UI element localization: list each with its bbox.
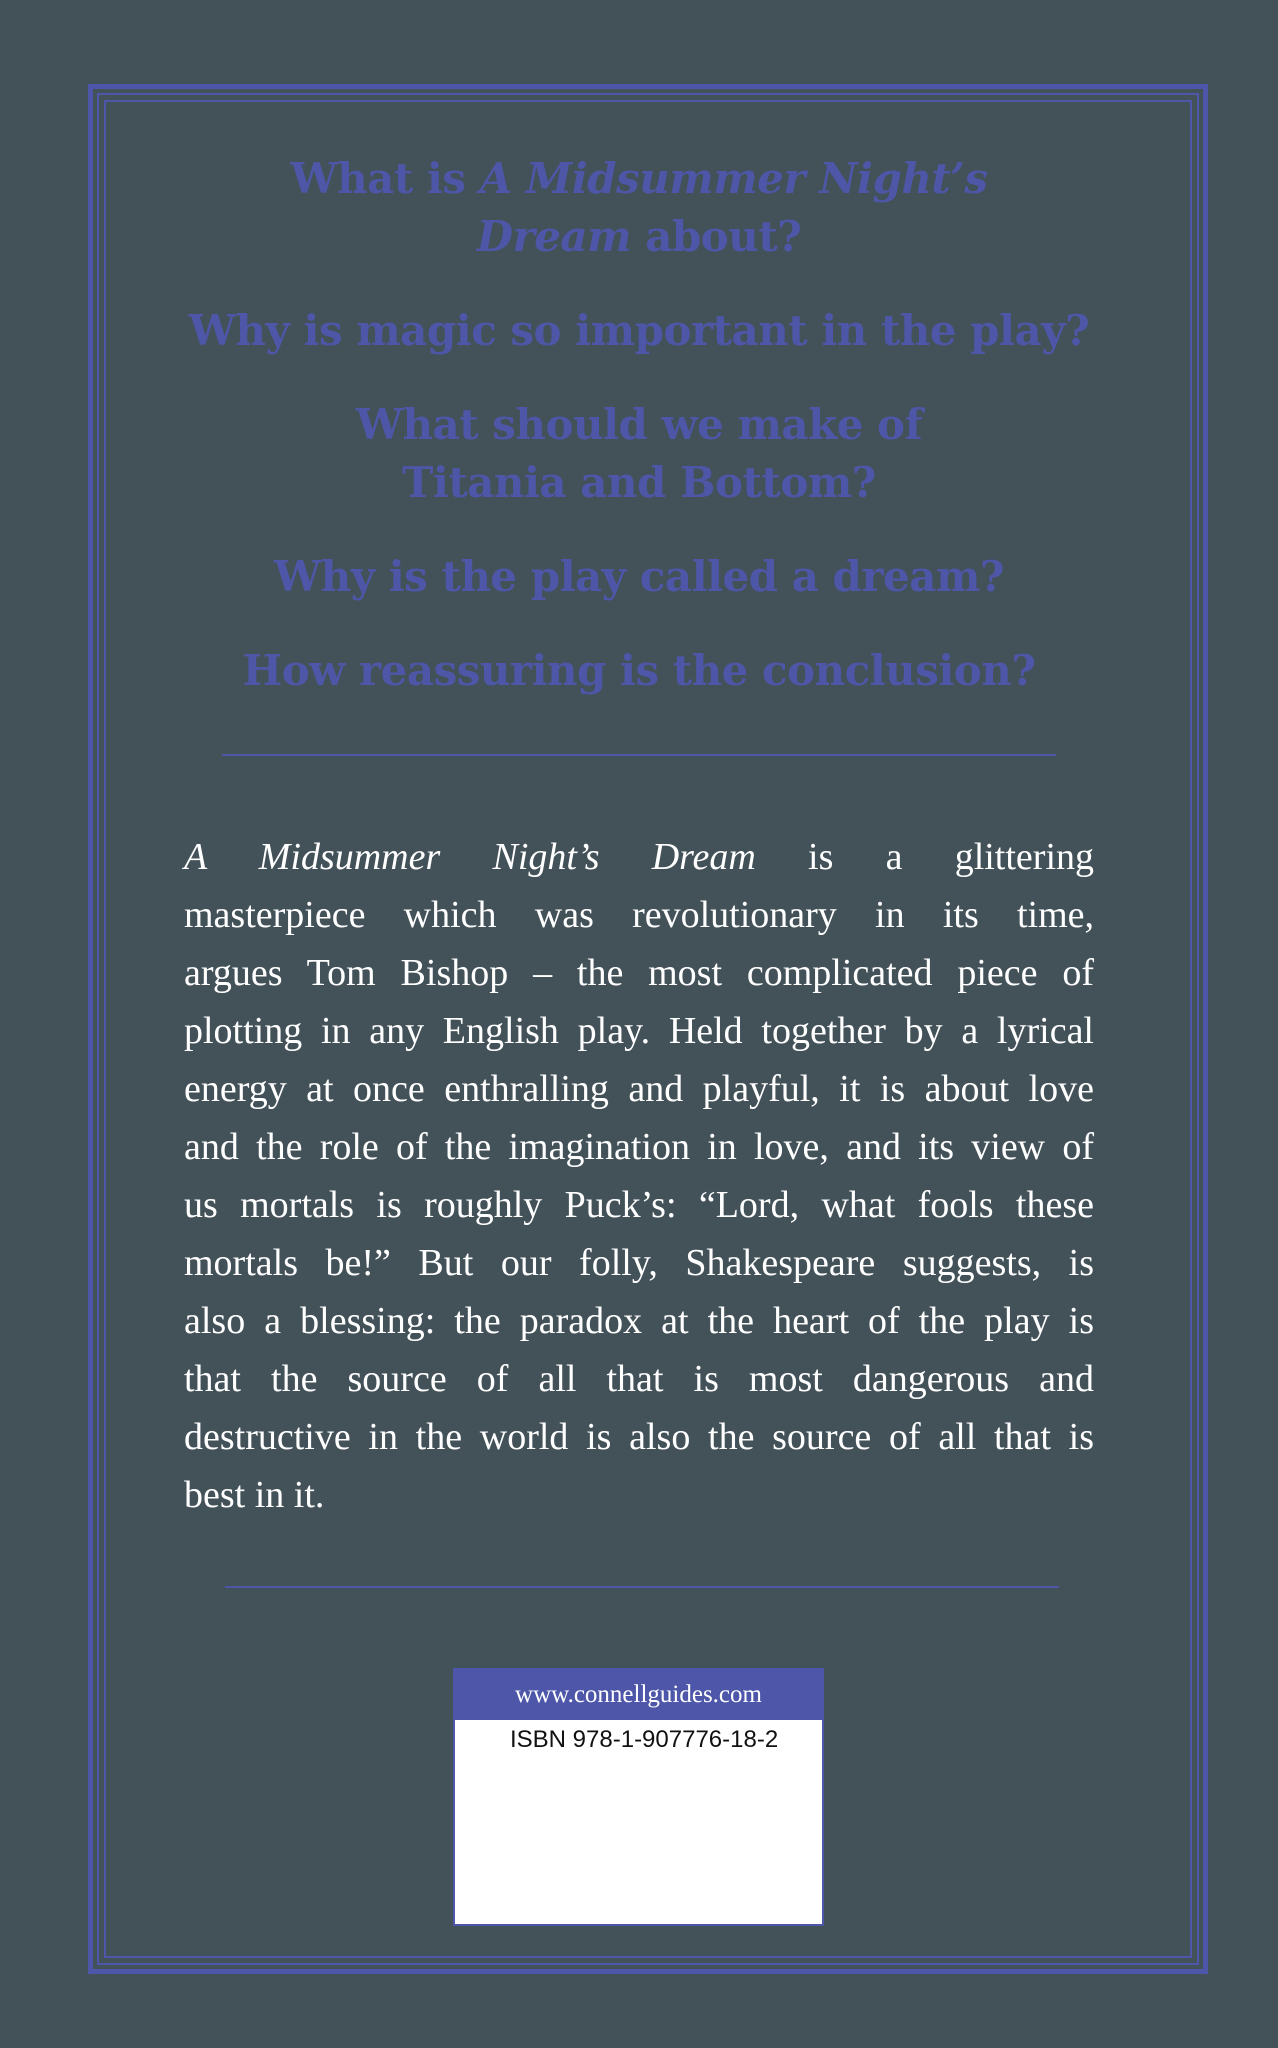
questions-block xyxy=(160,150,1118,736)
blurb-line xyxy=(184,1408,1094,1466)
question-text: What should we make of xyxy=(355,400,923,449)
blurb-text: energy at once enthralling and playful, it is about love xyxy=(184,1068,1094,1110)
blurb-line xyxy=(184,1176,1094,1234)
question-5 xyxy=(160,642,1118,700)
question-text: How reassuring is the conclusion? xyxy=(242,646,1036,695)
question-3 xyxy=(160,396,1118,512)
blurb-text: best in it. xyxy=(184,1474,325,1516)
website-url: www.connellguides.com xyxy=(455,1670,822,1720)
blurb-text: plotting in any English play. Held together by a lyrical xyxy=(184,1010,1094,1052)
blurb-text: and the role of the imagination in love, and its view of xyxy=(184,1126,1094,1168)
question-2 xyxy=(160,302,1118,360)
blurb-line xyxy=(184,1060,1094,1118)
blurb-text: mortals be!” But our folly, Shakespeare suggests, is xyxy=(184,1242,1094,1284)
question-line xyxy=(160,396,1118,454)
question-text: Why is the play called a dream? xyxy=(273,552,1005,601)
blurb-text: argues Tom Bishop – the most complicated piece of xyxy=(184,952,1094,994)
question-line xyxy=(160,642,1118,700)
blurb-line xyxy=(184,944,1094,1002)
question-text: about? xyxy=(631,212,802,261)
question-line xyxy=(160,302,1118,360)
question-1 xyxy=(160,150,1118,266)
bottom-divider xyxy=(225,1586,1059,1588)
question-title-italic: A Midsummer Night’s xyxy=(479,154,988,203)
question-text: What is xyxy=(290,154,480,203)
blurb-text: that the source of all that is most dangerous and xyxy=(184,1358,1094,1400)
blurb-line xyxy=(184,1350,1094,1408)
blurb-text: masterpiece which was revolutionary in its time, xyxy=(184,894,1094,936)
question-text: Titania and Bottom? xyxy=(402,458,876,507)
isbn-number: ISBN 978-1-907776-18-2 xyxy=(510,1726,779,1753)
question-line xyxy=(160,150,1118,208)
blurb-text: also a blessing: the paradox at the heart of the play is xyxy=(184,1300,1094,1342)
blurb-text: destructive in the world is also the source of all that is xyxy=(184,1416,1094,1458)
question-4 xyxy=(160,548,1118,606)
question-title-italic: Dream xyxy=(476,212,632,261)
barcode-box xyxy=(453,1668,824,1926)
blurb-paragraph xyxy=(184,828,1094,1524)
blurb-line xyxy=(184,1234,1094,1292)
blurb-title-italic: A Midsummer Night’s Dream xyxy=(184,836,756,878)
question-text: Why is magic so important in the play? xyxy=(188,306,1090,355)
question-line xyxy=(160,208,1118,266)
blurb-line xyxy=(184,1002,1094,1060)
blurb-line xyxy=(184,1292,1094,1350)
question-line xyxy=(160,454,1118,512)
blurb-line xyxy=(184,886,1094,944)
blurb-text: us mortals is roughly Puck’s: “Lord, what fools these xyxy=(184,1184,1094,1226)
blurb-line xyxy=(184,1466,1094,1524)
top-divider xyxy=(222,754,1056,756)
blurb-line xyxy=(184,828,1094,886)
blurb-line xyxy=(184,1118,1094,1176)
blurb-text: is a glittering xyxy=(755,836,1094,878)
question-line xyxy=(160,548,1118,606)
